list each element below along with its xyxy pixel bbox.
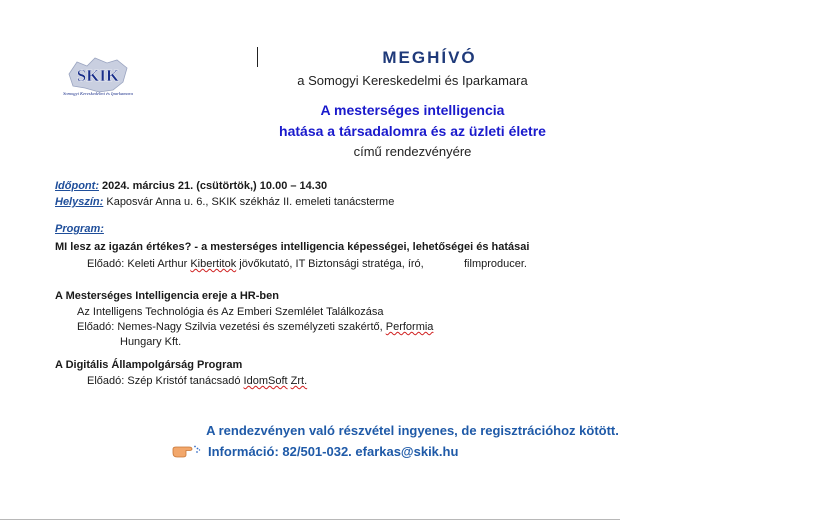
logo-caption: Somogyi Kereskedelmi és Iparkamara <box>63 91 133 96</box>
program-label: Program: <box>55 223 104 235</box>
contact-info: Információ: 82/501-032. efarkas@skik.hu <box>208 444 459 459</box>
page-edge-divider <box>0 519 620 520</box>
invitation-title: MEGHÍVÓ <box>382 48 477 67</box>
speaker-company: Kibertitok <box>190 258 237 270</box>
contact-info-row <box>172 444 458 461</box>
pointing-hand-icon <box>172 444 202 461</box>
place-label: Helyszín: <box>55 196 104 208</box>
program-item-2-speaker-cont: Hungary Kft. <box>120 336 182 348</box>
program-item-1-speaker-tail: filmproducer. <box>464 258 527 270</box>
time-row <box>55 180 327 192</box>
program-item-3-title: A Digitális Állampolgárság Program <box>55 359 243 371</box>
program-item-2-subtitle: Az Intelligens Technológia és Az Emberi Szemlélet Találkozása <box>77 306 384 318</box>
logo-text: SKIK <box>76 66 120 85</box>
event-title-line-2: hatása a társadalomra és az üzleti életre <box>279 123 546 139</box>
program-item-2-speaker: Előadó: Nemes-Nagy Szilvia vezetési és személyzeti szakértő, Performia <box>77 321 434 333</box>
speaker-company: Performia <box>385 321 434 333</box>
event-title-line-3: című rendezvényére <box>353 144 472 159</box>
program-item-1-speaker: Előadó: Keleti Arthur Kibertitok jövőkutató, IT Biztonsági stratéga, író, <box>87 258 424 270</box>
event-title-line-1: A mesterséges intelligencia <box>320 102 505 118</box>
registration-note: A rendezvényen való részvétel ingyenes, de regisztrációhoz kötött. <box>206 423 619 438</box>
time-value: 2024. március 21. (csütörtök,) 10.00 – 14.30 <box>102 180 328 192</box>
place-value: Kaposvár Anna u. 6., SKIK székház II. emeleti tanácsterme <box>106 196 395 208</box>
program-item-1-title: MI lesz az igazán értékes? - a mesterséges intelligencia képességei, lehetőségei és hatásai <box>55 241 530 253</box>
program-item-3-speaker: Előadó: Szép Kristóf tanácsadó IdomSoft Zrt. <box>87 375 308 387</box>
speaker-company: IdomSoft <box>243 375 288 387</box>
program-item-2-title: A Mesterséges Intelligencia ereje a HR-ben <box>55 290 279 302</box>
time-label: Időpont: <box>55 180 99 192</box>
organizer-line: a Somogyi Kereskedelmi és Iparkamara <box>297 73 528 88</box>
place-row <box>55 196 394 208</box>
